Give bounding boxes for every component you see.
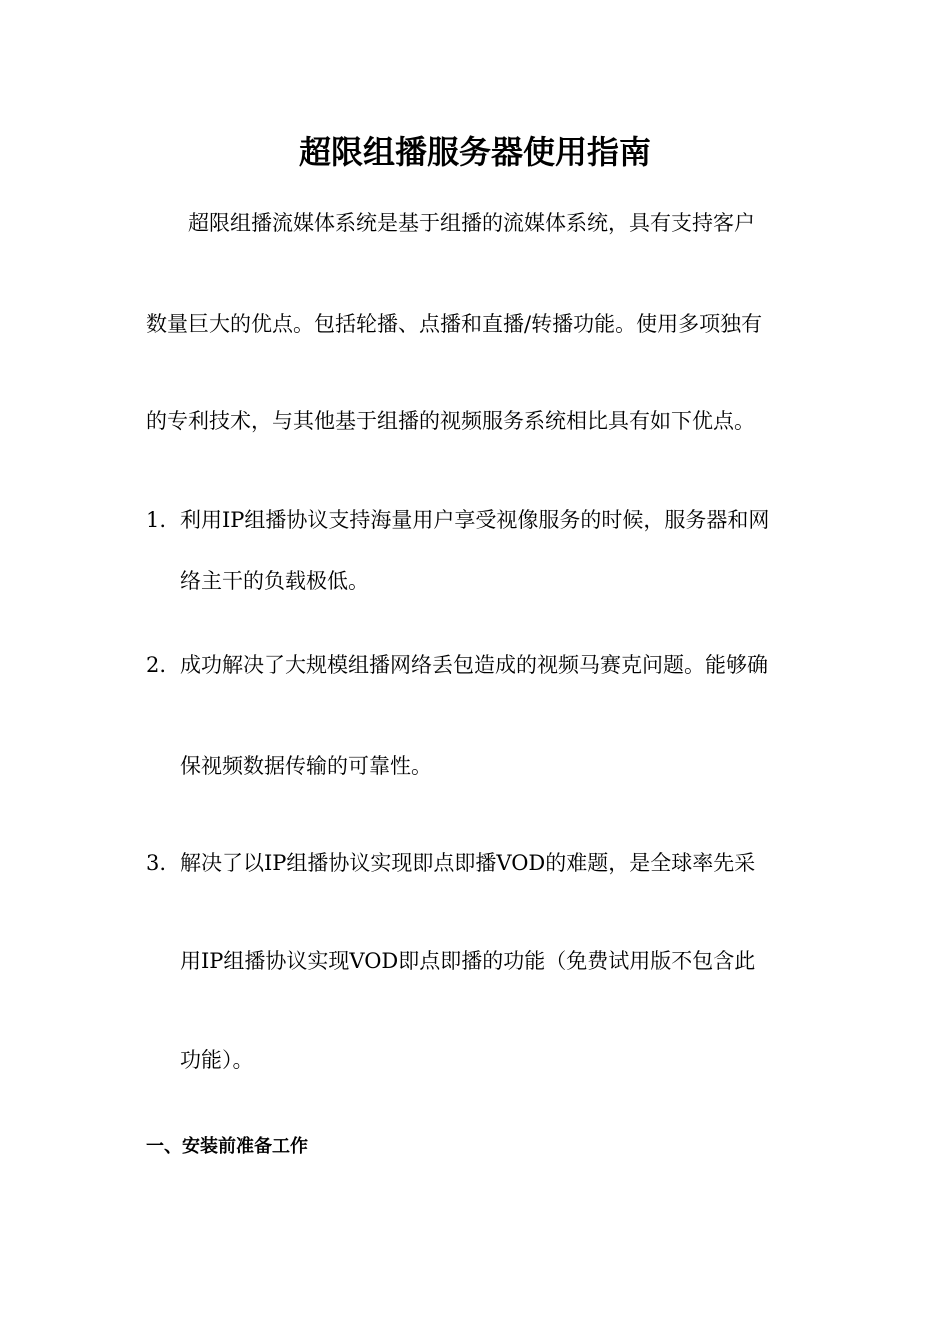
list-item-continuation: 保视频数据传输的可靠性。 [180, 754, 432, 778]
list-item-number: 3. [146, 851, 167, 875]
intro-line: 数量巨大的优点。包括轮播、点播和直播/转播功能。使用多项独有 [146, 312, 763, 336]
intro-line: 超限组播流媒体系统是基于组播的流媒体系统，具有支持客户 [188, 211, 755, 235]
list-item-continuation: 络主干的负载极低。 [180, 569, 369, 593]
list-item-2 [146, 650, 768, 680]
list-item-text: 解决了以IP组播协议实现即点即播VOD的难题，是全球率先采 [180, 851, 756, 875]
list-item-number: 2. [146, 653, 167, 677]
section-heading: 一、安装前准备工作 [146, 1136, 308, 1157]
list-item-continuation: 用IP组播协议实现VOD即点即播的功能（免费试用版不包含此 [180, 949, 756, 973]
list-item-text: 成功解决了大规模组播网络丢包造成的视频马赛克问题。能够确 [180, 653, 768, 677]
list-item-number: 1. [146, 508, 167, 532]
document-title: 超限组播服务器使用指南 [298, 133, 651, 171]
list-item-3 [146, 848, 755, 878]
intro-line: 的专利技术，与其他基于组播的视频服务系统相比具有如下优点。 [146, 409, 755, 433]
list-item-1 [146, 505, 769, 535]
list-item-text: 利用IP组播协议支持海量用户享受视像服务的时候，服务器和网 [180, 508, 770, 532]
list-item-continuation: 功能）。 [180, 1048, 254, 1072]
